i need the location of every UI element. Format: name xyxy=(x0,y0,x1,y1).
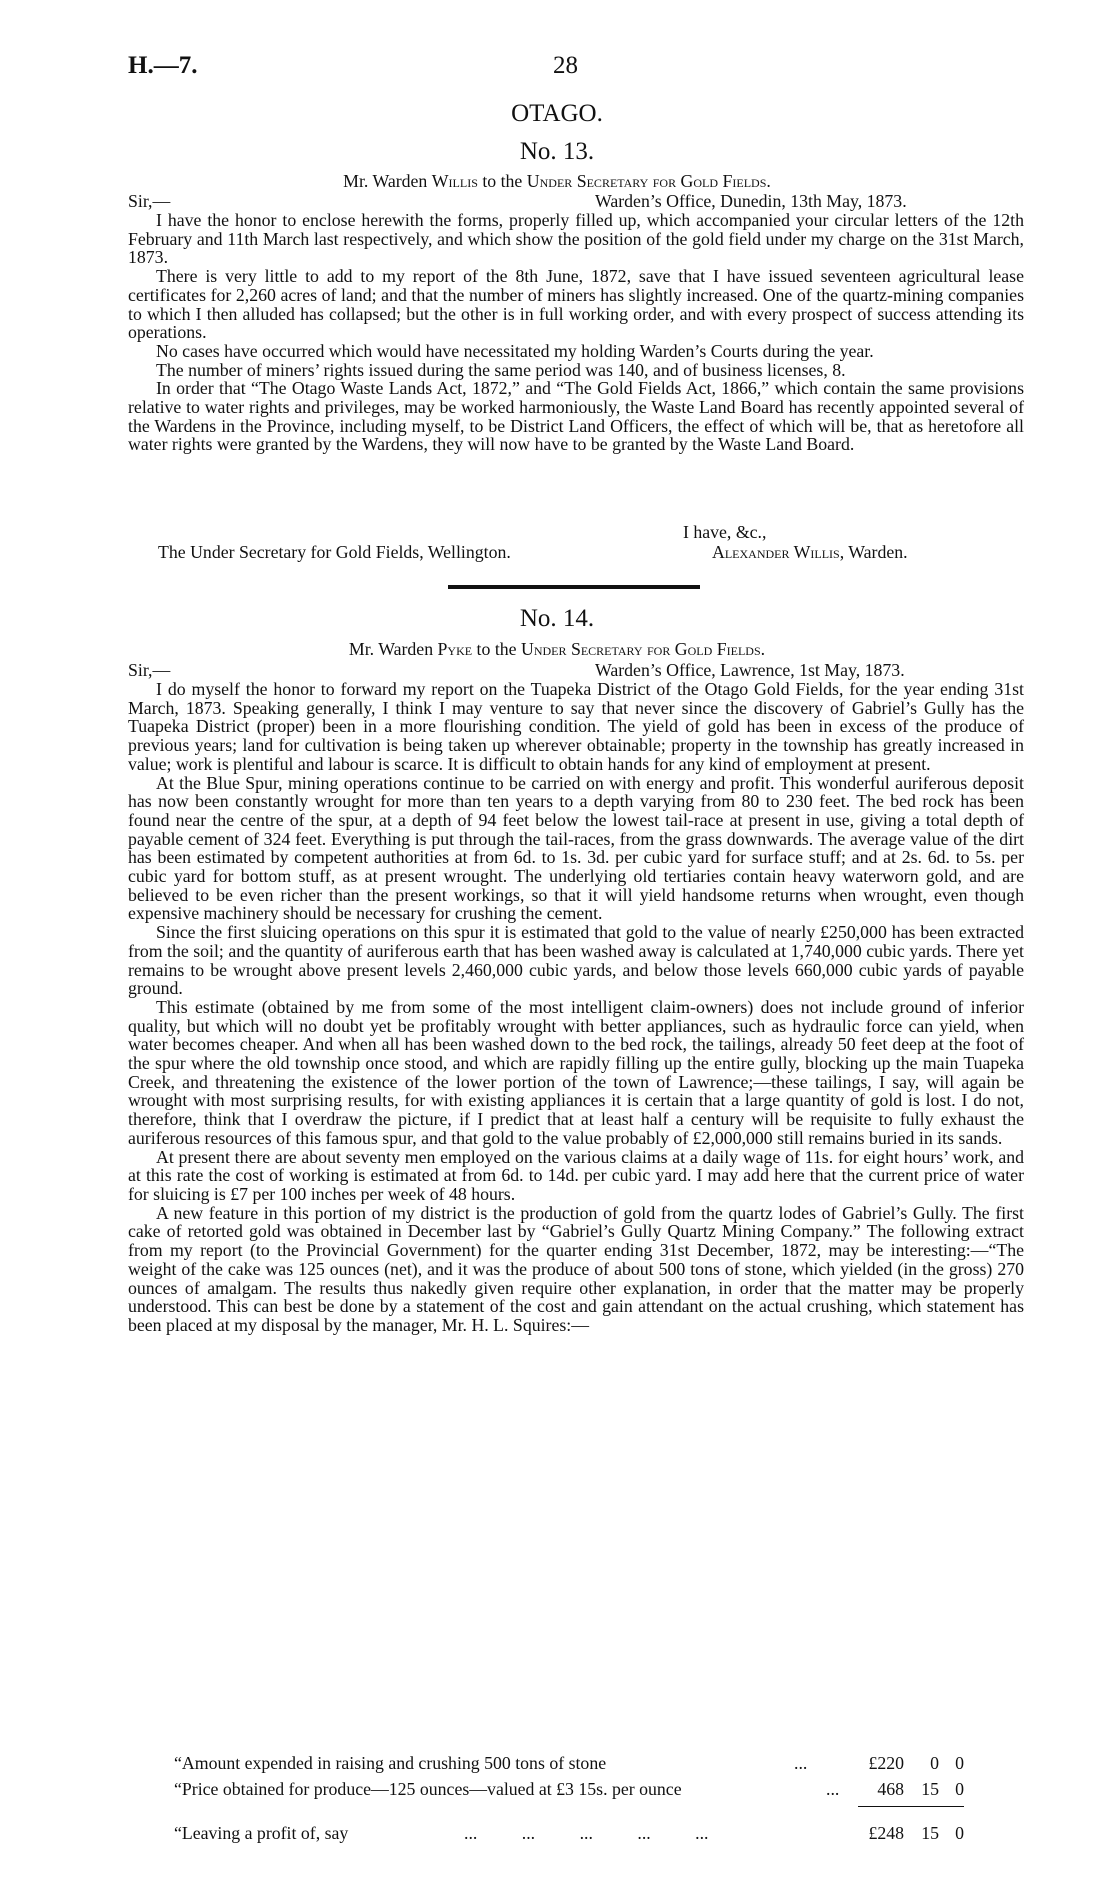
account-pence: 0 xyxy=(955,1823,964,1843)
paragraph: There is very little to add to my report of the 8th June, 1872, save that I have issued seventeen agricultural lease certificates for 2,260 acres of land; and that the number of miners has slightly increased. One of the quartz-mining companies to which I then alluded has collapsed; but the other is in full working order, and with every prospect of success attending its operations. xyxy=(128,266,1024,343)
paragraph: At present there are about seventy men employed on the various claims at a daily wage of 11s. for eight hours’ work, and at this rate the cost of working is estimated at from 6d. to 14d. per cubic yard. I may add here that the current price of water for sluicing is £7 per 100 inches per week of 48 hours. xyxy=(128,1146,1024,1204)
account-pounds: £220 xyxy=(868,1753,904,1773)
account-shillings: 0 xyxy=(930,1753,939,1773)
page-number: 28 xyxy=(553,52,578,79)
account-leader: ... xyxy=(794,1753,808,1773)
letter-14-salutation: Sir,— xyxy=(128,660,171,680)
recipient-office: Under Secretary for Gold Fields. xyxy=(521,639,766,659)
account-label: “Price obtained for produce—125 ounces—valued at £3 15s. per ounce xyxy=(174,1779,682,1799)
paragraph: This estimate (obtained by me from some of the most intelligent claim-owners) does not include ground of inferior quality, but which will no doubt yet be profitably wrought with better appliances, such as hydraulic force can yield, when water becomes cheaper. And when all has been washed down to the bed rock, the tailings, already 50 feet deep at the foot of the spur where the old township once stood, and which are rapidly filling up the entire gully, blocking up the main Tuapeka Creek, and threatening the existence of the lower portion of the town of Lawrence;—these tailings, I say, will again be wrought with most surprising results, for with existing appliances it is certain that a large quantity of gold is lost. I do not, therefore, think that I overdraw the picture, if I predict that at least half a century will be requisite to fully exhaust the auriferous resources of this famous spur, and that gold to the value probably of £2,000,000 still remains buried in its sands. xyxy=(128,996,1024,1148)
paragraph: I have the honor to enclose herewith the forms, properly filled up, which accompanied your circular letters of the 12th February and 11th March last respectively, and which show the position of the gold field under my charge on the 31st March, 1873. xyxy=(128,210,1024,268)
account-pounds: 468 xyxy=(877,1779,904,1799)
account-shillings: 15 xyxy=(921,1823,939,1843)
letter-13-closing: I have, &c., xyxy=(683,522,767,542)
letter-14-title: Mr. Warden Pyke to the Under Secretary for Gold Fields. xyxy=(348,639,766,659)
account-pence: 0 xyxy=(955,1779,964,1799)
account-row xyxy=(174,1779,964,1805)
paragraph: Since the first sluicing operations on this spur it is estimated that gold to the value of nearly £250,000 has been extracted from the soil; and the quantity of auriferous earth that has been washed away is calculated at 1,740,000 cubic yards. There yet remains to be wrought above present levels 2,460,000 cubic yards, and below those levels 660,000 cubic yards of payable ground. xyxy=(128,922,1024,999)
letter-14-body xyxy=(128,680,1024,1335)
paragraph: In order that “The Otago Waste Lands Act, 1872,” and “The Gold Fields Act, 1866,” which contain the same provisions relative to water rights and privileges, may be worked harmoniously, the Waste Land Board has recently appointed several of the Wardens in the Province, including myself, to be District Land Officers, the effect of which will be, that as heretofore all water rights were granted by the Wardens, they will now have to be granted by the Waste Land Board. xyxy=(128,378,1024,455)
paragraph: The number of miners’ rights issued during the same period was 140, and of business licenses, 8. xyxy=(156,359,846,380)
paragraph: At the Blue Spur, mining operations continue to be carried on with energy and profit. This wonderful auriferous deposit has now been constantly wrought for more than ten years to a depth varying from 80 to 230 feet. The bed rock has been found near the centre of the spur, at a depth of 94 feet below the lowest tail-race at present in use, giving a total depth of payable cement of 324 feet. Everything is put through the tail-races, from the grass downwards. The average value of the dirt has been estimated by competent authorities at from 6d. to 1s. 3d. per cubic yard for surface stuff; and at 2s. 6d. to 5s. per cubic yard for bottom stuff, as at present wrought. The underlying old tertiaries contain heavy waterworn gold, and are believed to be even richer than the present workings, so that it will yield handsome returns when wrought, even though expensive machinery should be necessary for crushing the cement. xyxy=(128,772,1024,924)
letter-13-body xyxy=(128,211,1024,454)
recipient-office: Under Secretary for Gold Fields. xyxy=(526,171,771,191)
letter-14-dateline: Warden’s Office, Lawrence, 1st May, 1873. xyxy=(595,660,905,680)
letter-13-salutation: Sir,— xyxy=(128,191,171,211)
total-rule xyxy=(858,1806,964,1807)
section-divider xyxy=(448,585,700,589)
letter-13-signature: Alexander Willis, Warden. xyxy=(712,542,908,562)
letter-13-title: Mr. Warden Willis to the Under Secretary for Gold Fields. xyxy=(343,171,771,191)
account-leader: ... ... ... ... ... xyxy=(464,1823,709,1843)
account-label: “Leaving a profit of, say xyxy=(174,1823,349,1843)
account-leader: ... xyxy=(826,1779,840,1799)
account-row xyxy=(174,1753,964,1779)
warden-name: Pyke xyxy=(437,639,473,659)
account-row xyxy=(174,1823,964,1849)
account-pounds: £248 xyxy=(868,1823,904,1843)
report-code: H.—7. xyxy=(128,52,198,79)
crushing-account xyxy=(174,1753,964,1849)
account-shillings: 15 xyxy=(921,1779,939,1799)
region-heading: OTAGO. xyxy=(511,100,603,127)
paragraph: I do myself the honor to forward my report on the Tuapeka District of the Otago Gold Fields, for the year ending 31st March, 1873. Speaking generally, I think I may venture to say that never since the discovery of Gabriel’s Gully has the Tuapeka District (proper) been in a more flourishing condition. The yield of gold has been in excess of the produce of previous years; land for cultivation is being taken up wherever obtainable; property in the township has greatly increased in value; work is plentiful and labour is scarce. It is difficult to obtain hands for any kind of employment at present. xyxy=(128,679,1024,774)
warden-name: Willis xyxy=(431,171,478,191)
letter-13-addressee: The Under Secretary for Gold Fields, Wellington. xyxy=(158,542,511,562)
letter-13-number: No. 13. xyxy=(519,138,595,165)
letter-13-dateline: Warden’s Office, Dunedin, 13th May, 1873. xyxy=(595,191,907,211)
paragraph: A new feature in this portion of my district is the production of gold from the quartz lodes of Gabriel’s Gully. The first cake of retorted gold was obtained in December last by “Gabriel’s Gully Quartz Mining Company.” The following extract from my report (to the Provincial Government) for the quarter ending 31st December, 1872, may be interesting:—“The weight of the cake was 125 ounces (net), and it was the produce of about 500 tons of stone, which yielded (in the gross) 270 ounces of amalgam. The results thus nakedly given require other explanation, in order that the matter may be properly understood. This can best be done by a statement of the cost and gain attendant on the actual crushing, which statement has been placed at my disposal by the manager, Mr. H. L. Squires:— xyxy=(128,1202,1024,1335)
letter-14-number: No. 14. xyxy=(519,605,595,632)
account-pence: 0 xyxy=(955,1753,964,1773)
paragraph: No cases have occurred which would have necessitated my holding Warden’s Courts during the year. xyxy=(156,340,874,361)
account-label: “Amount expended in raising and crushing 500 tons of stone xyxy=(174,1753,607,1773)
